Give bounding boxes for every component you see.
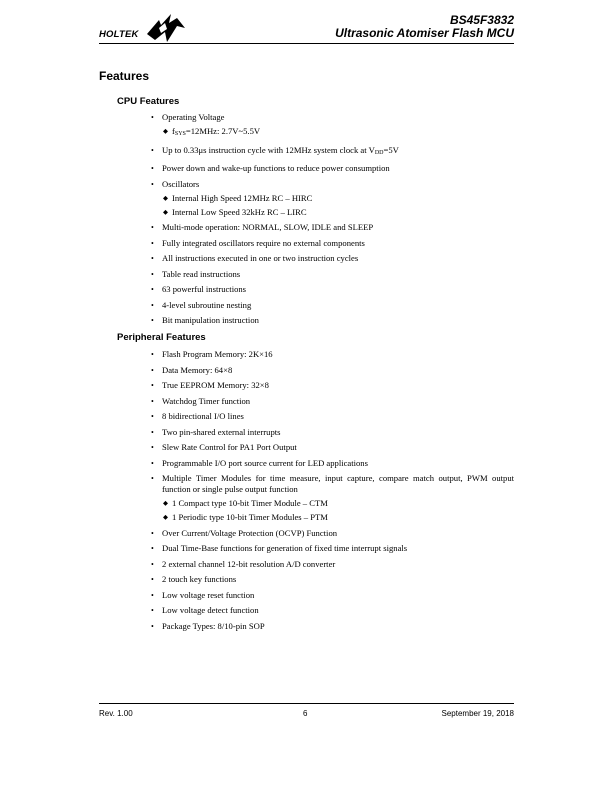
list-item: • Package Types: 8/10-pin SOP: [151, 620, 265, 631]
document-title: Ultrasonic Atomiser Flash MCU: [335, 26, 514, 40]
list-item: • Oscillators ◆ Internal High Speed 12MHz RC – HIRC ◆ Internal Low Speed 32kHz RC – LIRC: [150, 179, 514, 218]
holtek-logo-icon: [147, 14, 185, 42]
footer-divider: [99, 703, 514, 704]
list-item: • 8 bidirectional I/O lines: [151, 411, 244, 421]
list-item: • Flash Program Memory: 2K×16: [151, 349, 273, 359]
list-item: • Low voltage detect function: [151, 605, 259, 615]
list-item: • Slew Rate Control for PA1 Port Output: [151, 442, 297, 452]
list-item: • Bit manipulation instruction: [151, 315, 259, 325]
footer-revision: Rev. 1.00: [99, 709, 133, 718]
list-item: • Over Current/Voltage Protection (OCVP) Function: [151, 527, 338, 538]
list-item: • 4-level subroutine nesting: [151, 299, 252, 310]
list-item: • Low voltage reset function: [151, 589, 255, 600]
list-item: • Table read instructions: [151, 268, 241, 279]
sub-item: ◆ $f_{SYS}=12MHz$: 2.7V~5.5V: [163, 126, 261, 137]
list-item: • 2 touch key functions: [151, 574, 237, 584]
list-item: • Dual Time-Base functions for generation of fixed time interrupt signals: [151, 543, 408, 553]
footer-date: September 19, 2018: [441, 709, 514, 718]
header-divider: [99, 43, 514, 44]
header-right: [335, 14, 514, 40]
section-title: Features: [99, 69, 150, 83]
holtek-logo: [99, 14, 189, 44]
list-item: • Up to 0.33μs instruction cycle with 12MHz system clock at $V_{DD}=5V$: [151, 144, 399, 156]
footer-page-number: 6: [303, 709, 308, 718]
part-number: BS45F3832: [449, 13, 514, 27]
list-item: • 63 powerful instructions: [151, 284, 247, 294]
list-item: • Power down and wake-up functions to reduce power consumption: [151, 163, 390, 173]
list-item: • 2 external channel 12-bit resolution A/D converter: [151, 558, 336, 569]
list-item: • Two pin-shared external interrupts: [151, 426, 281, 437]
list-item: • Multiple Timer Modules for time measure, input capture, compare match output, PWM output function or single pulse output function ◆ 1 Compact type 10-bit Timer Module – CTM ◆ 1 Periodic type 10-bit Timer Modules – PTM: [151, 473, 514, 522]
peripheral-features-heading: Peripheral Features: [117, 332, 206, 343]
list-item: • Fully integrated oscillators require no external components: [151, 237, 365, 248]
logo-text: HOLTEK: [99, 29, 139, 40]
list-item: • Data Memory: 64×8: [151, 364, 233, 375]
cpu-features-list: [150, 112, 514, 331]
sub-item: ◆ Internal High Speed 12MHz RC – HIRC: [163, 192, 313, 203]
list-item: • Watchdog Timer function: [151, 395, 251, 406]
list-item: • Multi-mode operation: NORMAL, SLOW, IDLE and SLEEP: [151, 222, 374, 232]
peripheral-features-list: [150, 349, 514, 636]
list-item: • Operating Voltage ◆ $f_{SYS}=12MHz$: 2.7V~5.5V: [150, 112, 514, 140]
sub-item: ◆ 1 Compact type 10-bit Timer Module – CTM: [163, 498, 328, 508]
list-item: • True EEPROM Memory: 32×8: [151, 380, 269, 390]
sub-item: ◆ 1 Periodic type 10-bit Timer Modules – PTM: [163, 512, 328, 522]
list-item: • All instructions executed in one or two instruction cycles: [151, 253, 359, 263]
list-item: • Programmable I/O port source current for LED applications: [151, 457, 368, 468]
cpu-features-heading: CPU Features: [117, 96, 180, 107]
sub-item: ◆ Internal Low Speed 32kHz RC – LIRC: [163, 206, 307, 217]
